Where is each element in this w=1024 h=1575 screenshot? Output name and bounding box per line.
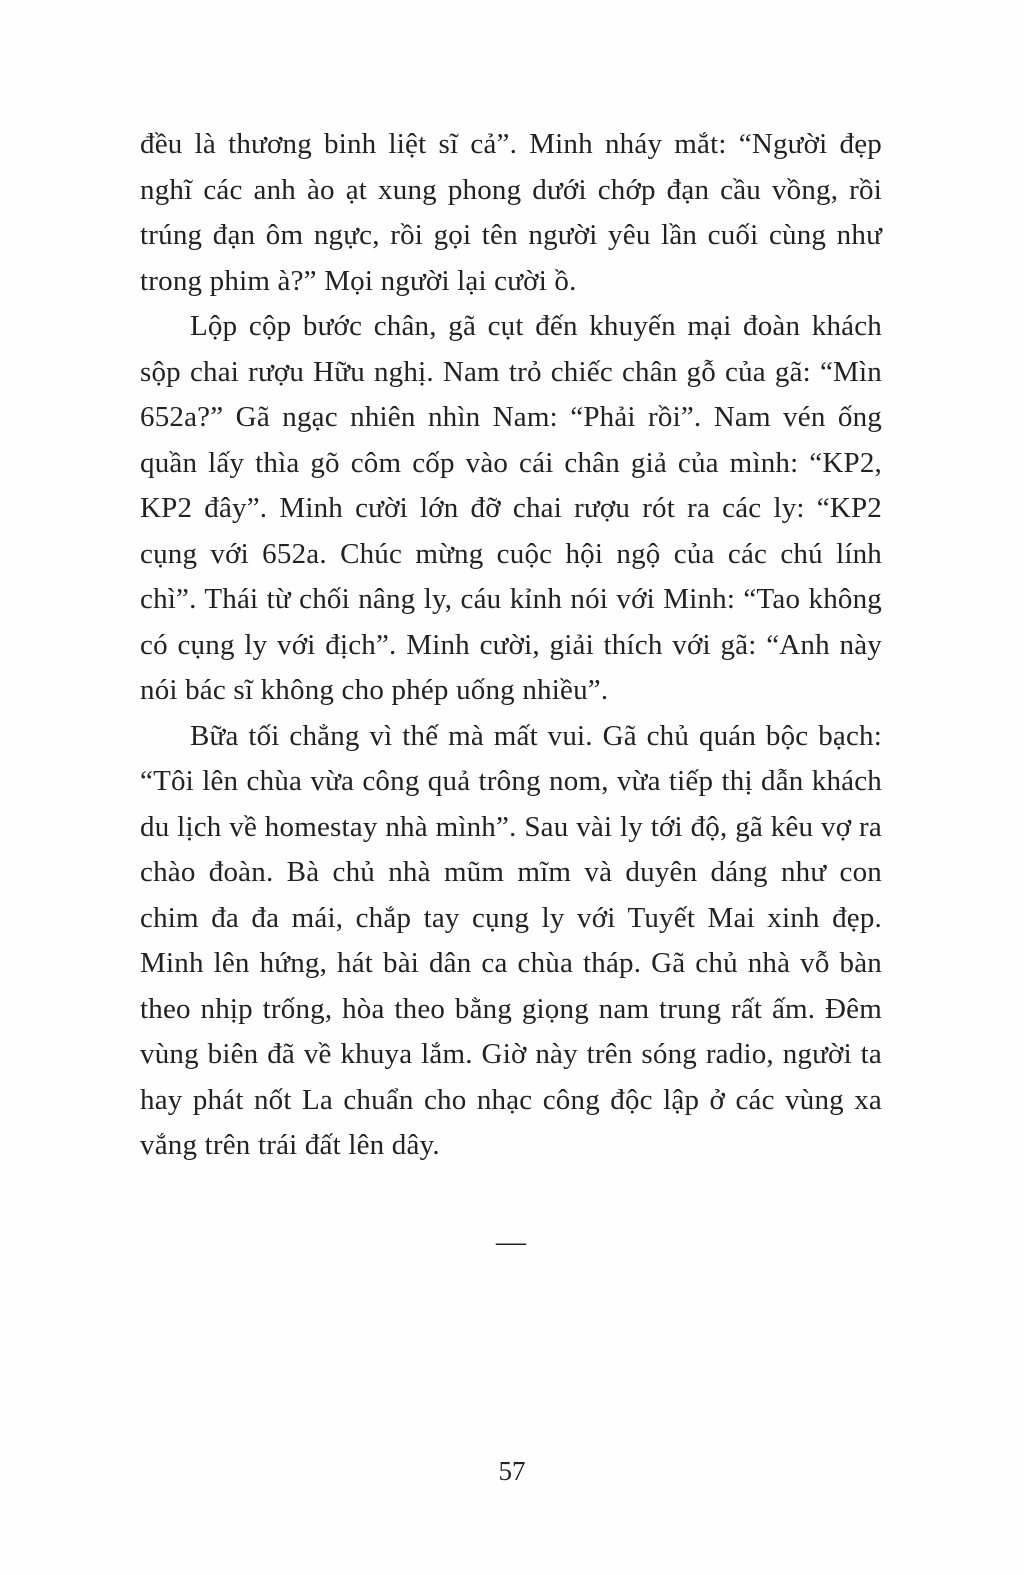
paragraph: Lộp cộp bước chân, gã cụt đến khuyến mại đoàn khách sộp chai rượu Hữu nghị. Nam trỏ chiếc chân gỗ của gã: “Mìn 652a?” Gã ngạc nhiên nhìn Nam: “Phải rồi”. Nam vén ống quần lấy thìa gõ côm cốp vào cái chân giả của mình: “KP2, KP2 đây”. Minh cười lớn đỡ chai rượu rót ra các ly: “KP2 cụng với 652a. Chúc mừng cuộc hội ngộ của các chú lính chì”. Thái từ chối nâng ly, cáu kỉnh nói với Minh: “Tao không có cụng ly với địch”. Minh cười, giải thích với gã: “Anh này nói bác sĩ không cho phép uống nhiều”. bbox=[140, 310, 882, 706]
body-text bbox=[140, 122, 882, 1264]
paragraph-continuation: đều là thương binh liệt sĩ cả”. Minh nháy mắt: “Người đẹp nghĩ các anh ào ạt xung phong dưới chớp đạn cầu vồng, rồi trúng đạn ôm ngực, rồi gọi tên người yêu lần cuối cùng như trong phim à?” Mọi người lại cười ồ. bbox=[140, 128, 882, 297]
section-break-dash: — bbox=[496, 1224, 526, 1258]
page-number: 57 bbox=[498, 1456, 526, 1486]
paragraph: Bữa tối chẳng vì thế mà mất vui. Gã chủ quán bộc bạch: “Tôi lên chùa vừa công quả trông nom, vừa tiếp thị dẫn khách du lịch về homestay nhà mình”. Sau vài ly tới độ, gã kêu vợ ra chào đoàn. Bà chủ nhà mũm mĩm và duyên dáng như con chim đa đa mái, chắp tay cụng ly với Tuyết Mai xinh đẹp. Minh lên hứng, hát bài dân ca chùa tháp. Gã chủ nhà vỗ bàn theo nhịp trống, hòa theo bằng giọng nam trung rất ấm. Đêm vùng biên đã về khuya lắm. Giờ này trên sóng radio, người ta hay phát nốt La chuẩn cho nhạc công độc lập ở các vùng xa vắng trên trái đất lên dây. bbox=[140, 719, 882, 1161]
